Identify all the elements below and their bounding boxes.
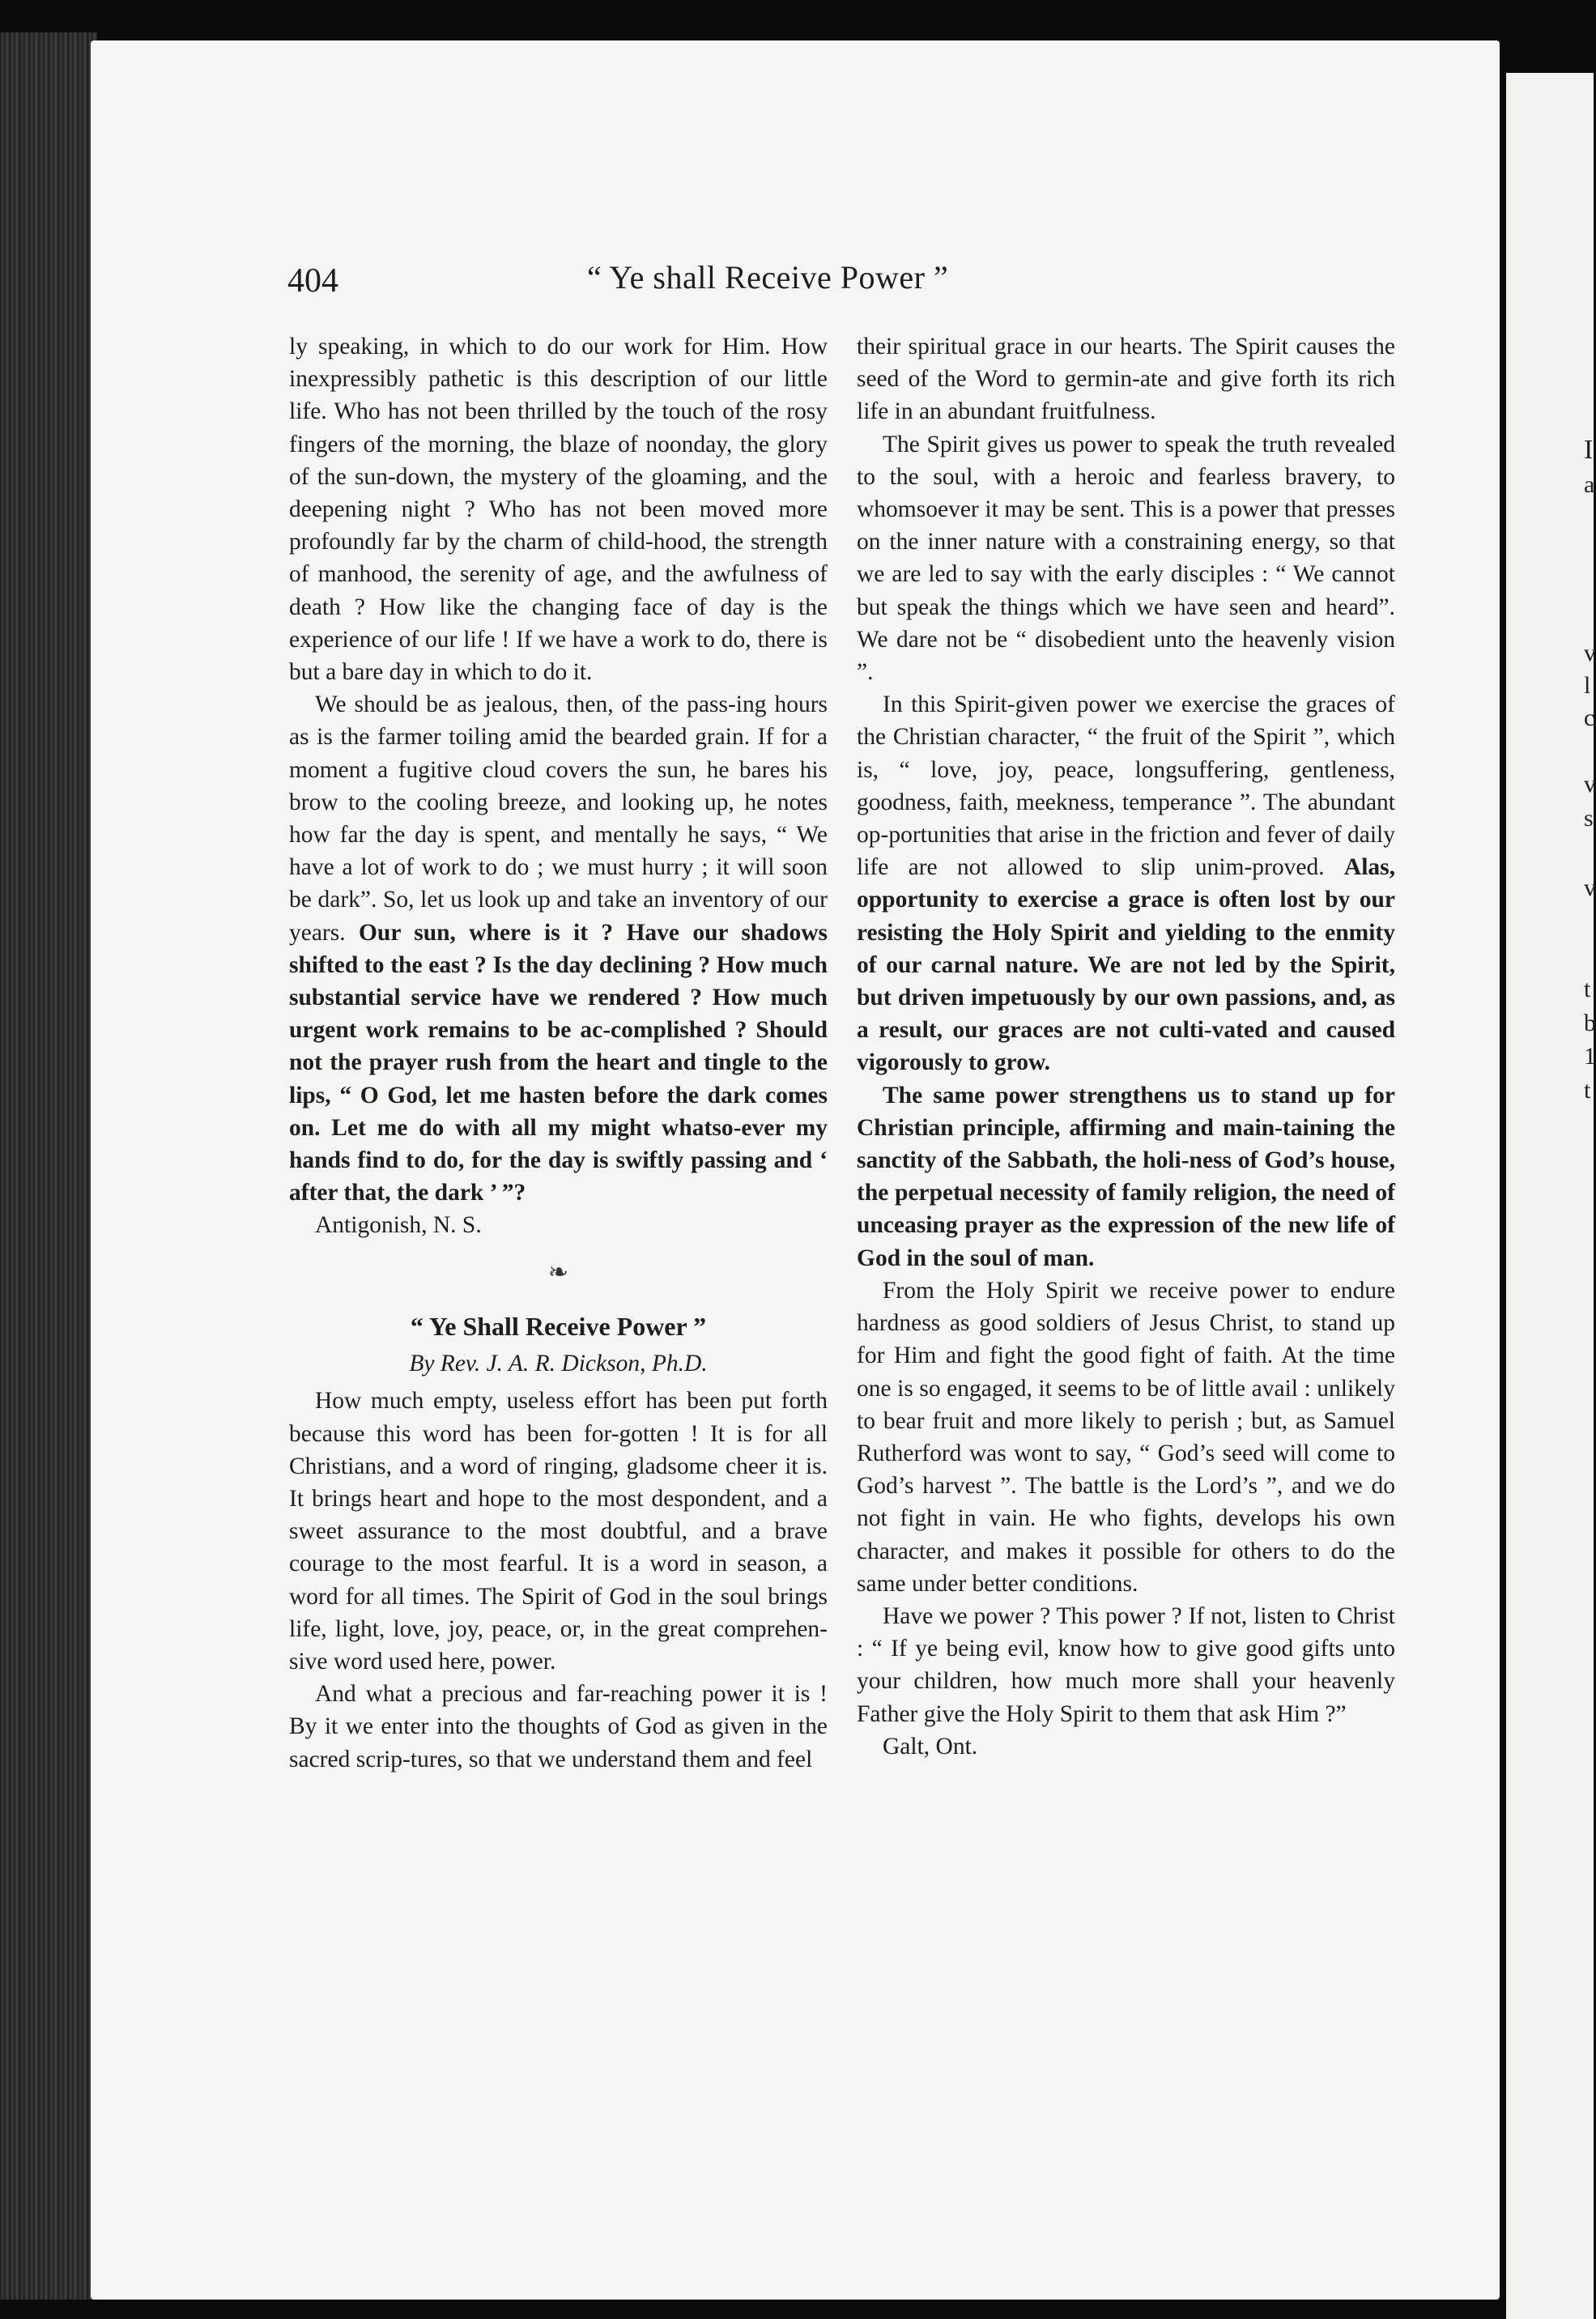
left-column bbox=[289, 330, 828, 1776]
paragraph-emphasis: Alas, opportunity to exercise a grace is often lost by our resisting the Holy Spirit and yielding to the enmity of our carnal nature. We are not led by the Spirit, but driven impetuously by our own passions, and, as a result, our graces are not culti-vated and caused vigorously to grow. bbox=[857, 854, 1395, 1076]
article-byline: By Rev. J. A. R. Dickson, Ph.D. bbox=[409, 1351, 708, 1377]
paragraph: And what a precious and far-reaching power it is ! By it we enter into the thoughts of God as given in the sacred scrip-tures, so that we understand them and feel bbox=[289, 1681, 828, 1772]
edge-fragment: t bbox=[1584, 1077, 1591, 1104]
page-header bbox=[287, 255, 1405, 304]
paragraph-emphasis: Our sun, where is it ? Have our shadows shifted to the east ? Is the day declining ? How much substantial service have we rendered ? How much urgent work remains to be ac-complished ? Should not the prayer rush from the heart and tingle to the lips, “ O God, let me hasten before the dark comes on. Let me do with all my might whatso-ever my hands find to do, for the day is swiftly passing and ‘ after that, the dark ’ ”? bbox=[289, 919, 828, 1206]
edge-fragment: v bbox=[1584, 640, 1596, 666]
edge-fragment: 1 bbox=[1584, 1043, 1596, 1070]
edge-fragment: a bbox=[1584, 471, 1595, 498]
paragraph-text: We should be as jealous, then, of the pass-ing hours as is the farmer toiling amid the bearded grain. If for a moment a fugitive cloud covers the sun, he bares his brow to the cooling breeze, and looking up, he notes how far the day is spent, and mentally he says, “ We have a lot of work to do ; we must hurry ; it will soon be dark”. So, let us look up and take an inventory of our years. bbox=[289, 691, 828, 946]
paragraph: How much empty, useless effort has been put forth because this word has been for-gotten ! It is for all Christians, and a word of ringing, gladsome cheer it is. It brings heart and hope to the most despondent, and a sweet assurance to the most doubtful, and a brave courage to the most fearful. It is a word in season, a word for all times. The Spirit of God in the soul brings life, light, love, joy, peace, or, in the great comprehen-sive word used here, power. bbox=[289, 1388, 828, 1674]
paragraph: The same power strengthens us to stand up for Christian principle, affirming and main-taining the sanctity of the Sabbath, the holi-ness of God’s house, the perpetual necessity of family religion, the need of unceasing prayer as the expression of the new life of God in the soul of man. bbox=[857, 1082, 1395, 1271]
article-title: “ Ye Shall Receive Power ” bbox=[410, 1311, 707, 1341]
paragraph: Have we power ? This power ? If not, listen to Christ : “ If ye being evil, know how to give good gifts unto your children, how much more shall your heavenly Father give the Holy Spirit to them that ask Him ?” bbox=[857, 1602, 1395, 1727]
edge-fragment: l bbox=[1584, 672, 1591, 699]
edge-fragment: t bbox=[1584, 976, 1591, 1002]
paragraph: ly speaking, in which to do our work for Him. How inexpressibly pathetic is this description of our little life. Who has not been thrilled by the touch of the rosy fingers of the morning, the blaze of noonday, the glory of the sun-down, the mystery of the gloaming, and the deepening night ? Who has not been moved more profoundly far by the charm of child-hood, the strength of manhood, the serenity of age, and the awfulness of death ? How like the changing face of day is the experience of our life ! If we have a work to do, there is but a bare day in which to do it. bbox=[289, 334, 828, 686]
paragraph-text: In this Spirit-given power we exercise the graces of the Christian character, “ the fruit of the Spirit ”, which is, “ love, joy, peace, longsuffering, gentleness, goodness, faith, meekness, temperance ”. The abundant op-portunities that arise in the friction and fever of daily life are not allowed to slip unim-proved. bbox=[857, 691, 1395, 881]
edge-fragment: v bbox=[1584, 874, 1596, 901]
paragraph: From the Holy Spirit we receive power to endure hardness as good soldiers of Jesus Christ, to stand up for Him and fight the good fight of faith. At the time one is so engaged, it seems to be of little avail : unlikely to bear fruit and more likely to perish ; but, as Samuel Rutherford was wont to say, “ God’s seed will come to God’s harvest ”. The battle is the Lord’s ”, and we do not fight in vain. He who fights, develops his own character, and makes it possible for others to do the same under better conditions. bbox=[857, 1277, 1395, 1597]
paragraph bbox=[289, 688, 828, 1209]
edge-fragment: I bbox=[1584, 435, 1594, 465]
ornament-icon: ❧ bbox=[547, 1258, 569, 1286]
paragraph bbox=[857, 688, 1395, 1079]
right-column bbox=[857, 330, 1395, 1763]
page-number: 404 bbox=[287, 262, 338, 300]
next-page-edge bbox=[1506, 73, 1594, 2319]
signoff-location: Galt, Ont. bbox=[883, 1733, 978, 1759]
paragraph: their spiritual grace in our hearts. The Spirit causes the seed of the Word to germin-ate and give forth its rich life in an abundant fruitfulness. bbox=[857, 334, 1395, 425]
edge-fragment: c bbox=[1584, 704, 1595, 731]
paragraph: The Spirit gives us power to speak the truth revealed to the soul, with a heroic and fearless bravery, to whomsoever it may be sent. This is a power that presses on the inner nature with a constraining energy, so that we are led to say with the early disciples : “ We cannot but speak the things which we have seen and heard”. We dare not be “ disobedient unto the heavenly vision ”. bbox=[857, 431, 1395, 686]
running-title: “ Ye shall Receive Power ” bbox=[587, 259, 949, 296]
edge-fragment: b bbox=[1584, 1010, 1596, 1036]
edge-fragment: s bbox=[1584, 805, 1594, 832]
book-spine-edge bbox=[0, 32, 97, 2300]
edge-fragment: v bbox=[1584, 771, 1596, 798]
signoff-location: Antigonish, N. S. bbox=[315, 1212, 482, 1239]
